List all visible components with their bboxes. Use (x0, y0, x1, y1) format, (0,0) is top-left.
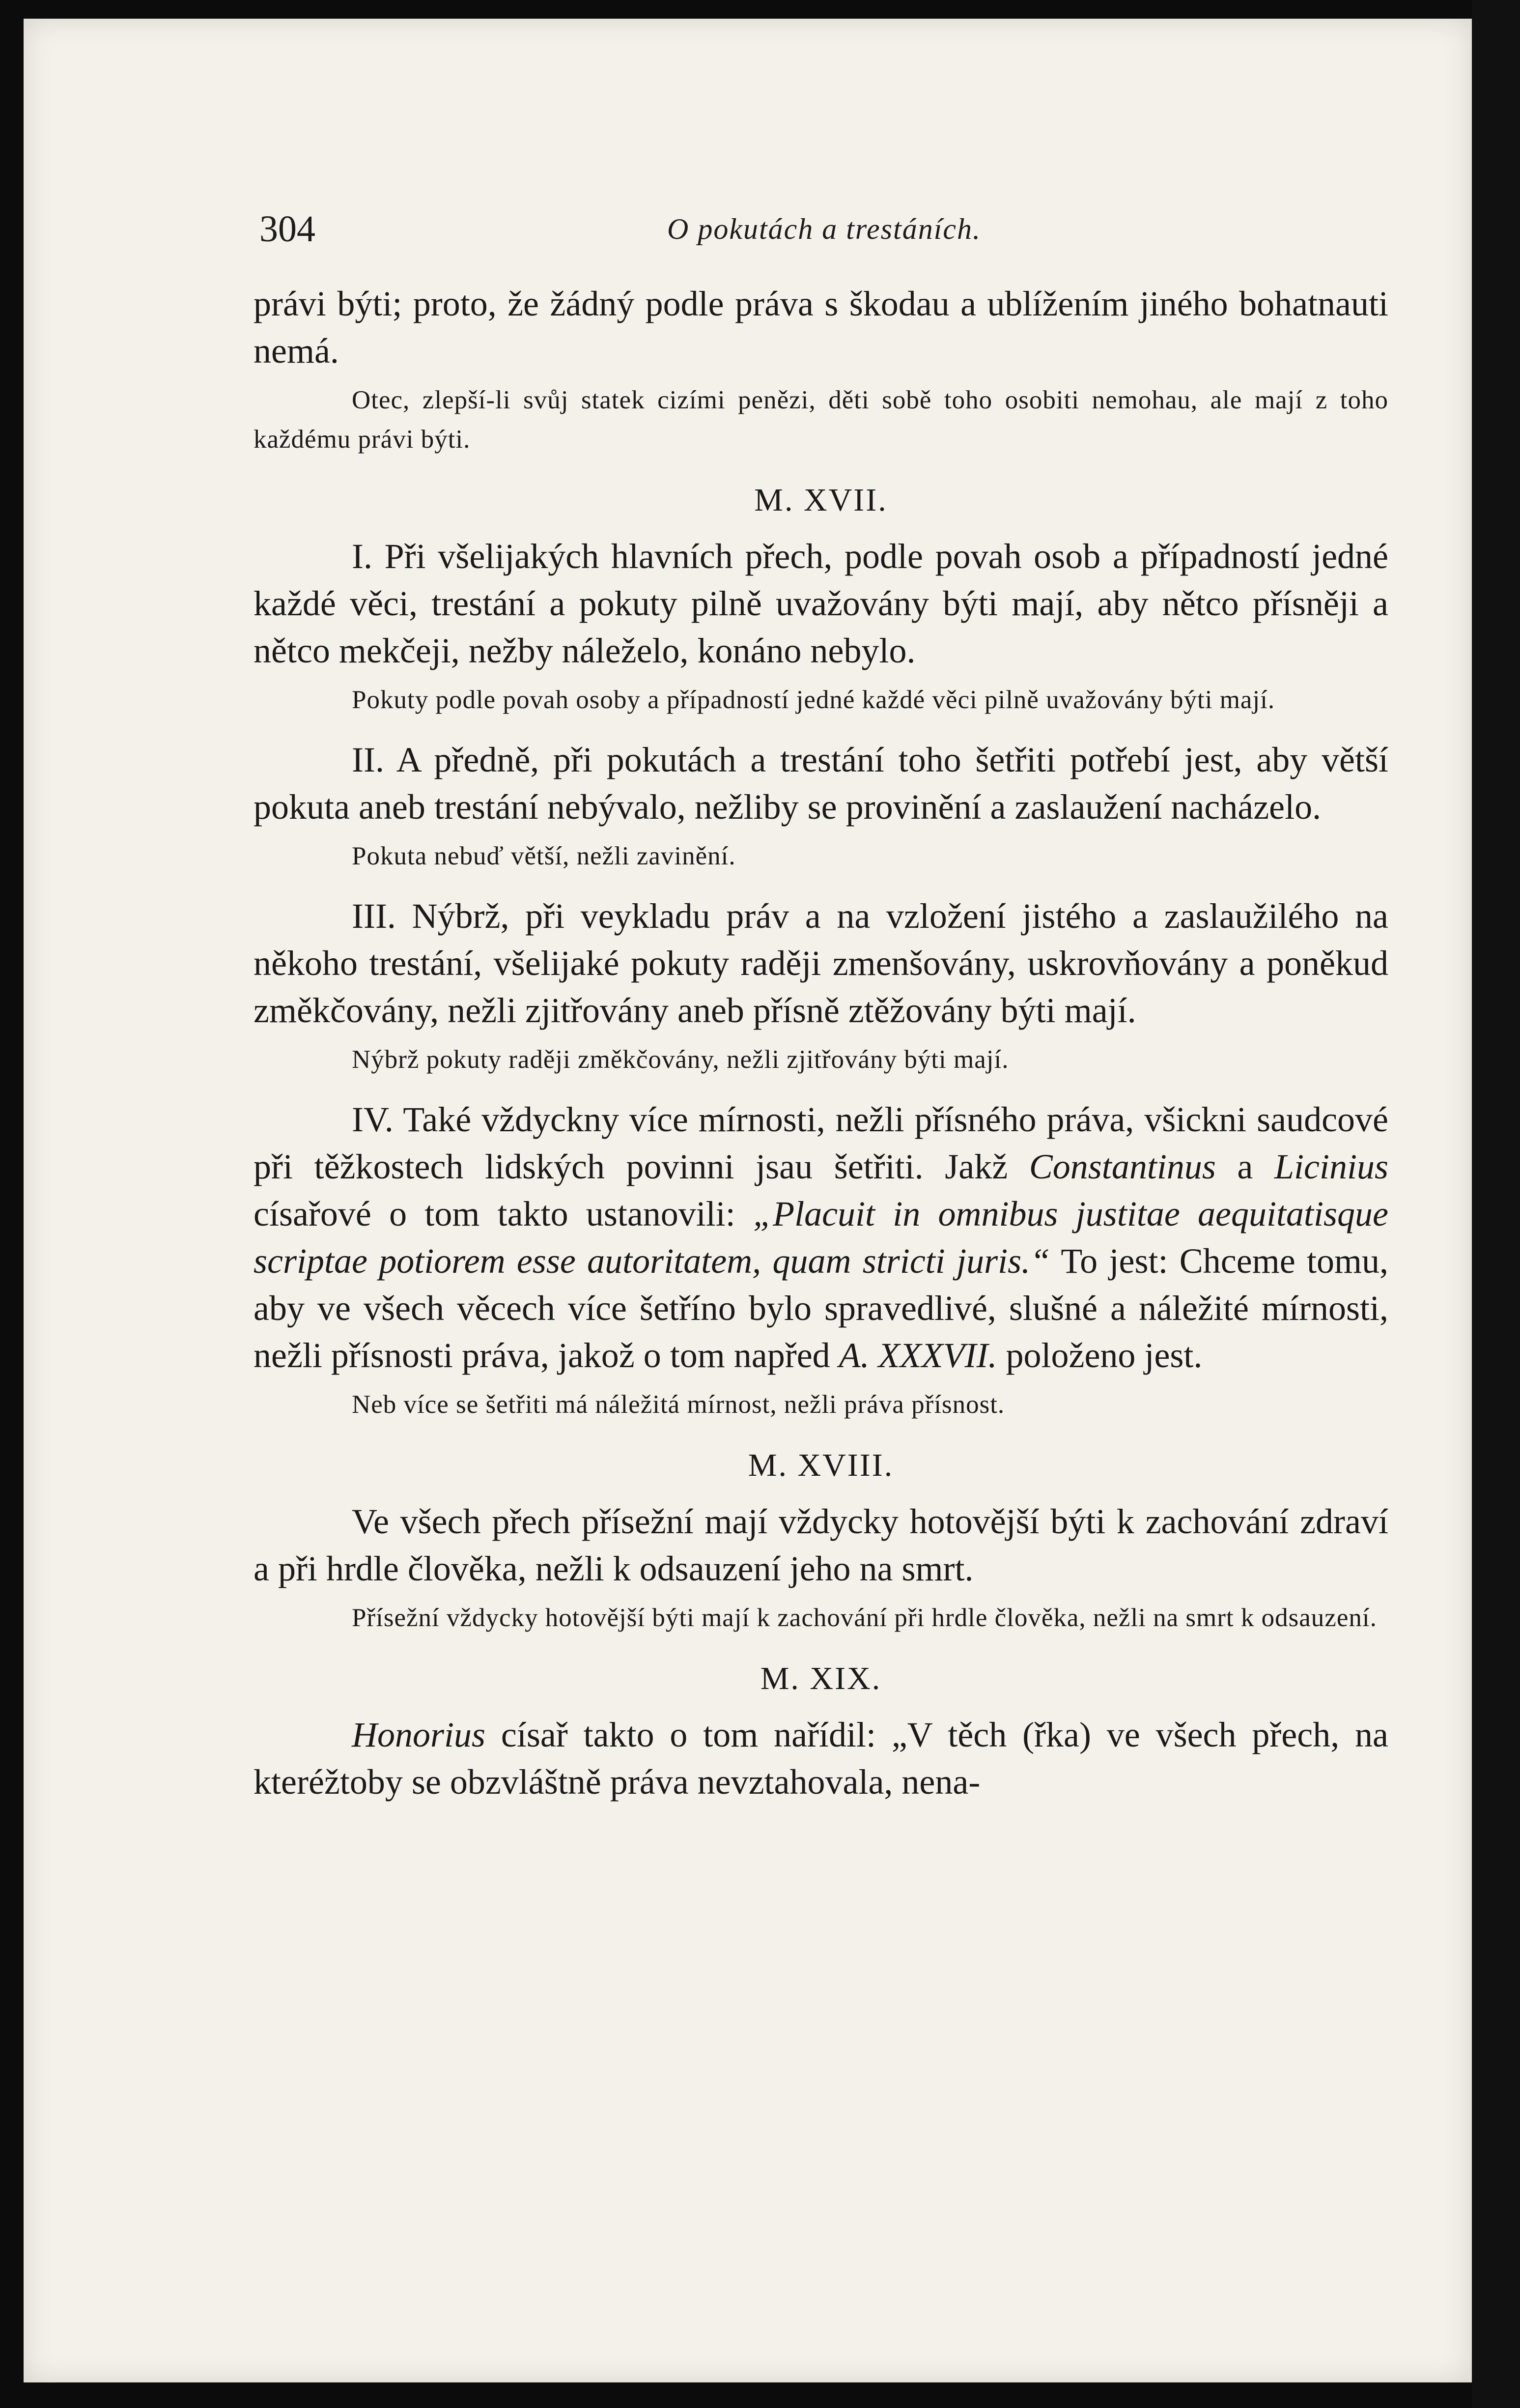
cross-reference: A. XXXVII. (839, 1336, 997, 1375)
paragraph-xix (253, 1711, 1388, 1806)
name-licinius: Licinius (1274, 1147, 1388, 1186)
paragraph-continuation: právi býti; proto, že žádný podle práva s škodau a ublížením jiného bohatnauti nemá. (253, 284, 1388, 371)
marginal-summary-4: Nýbrž pokuty raději změkčovány, nežli zjitřovány býti mají. (352, 1045, 1009, 1074)
name-honorius: Honorius (352, 1715, 486, 1754)
marginal-summary-3: Pokuta nebuď větší, nežli zavinění. (352, 842, 736, 870)
running-title: O pokutách a trestáních. (667, 213, 982, 245)
section-heading-xvii: M. XVII. (754, 482, 888, 518)
section-heading-xviii: M. XVIII. (748, 1447, 894, 1483)
text-segment: a (1215, 1147, 1274, 1186)
paragraph-article-i: I. Při všelijakých hlavních přech, podle povah osob a případností jedné každé věci, trestání a pokuty pilně uvažovány býti mají, aby nětco přísněji a nětco mekčeji, nežby náleželo, konáno nebylo. (253, 537, 1388, 670)
text-segment: císař takto o tom nařídil: „V těch (řka) ve všech přech, na kteréžtoby se obzvláštně práva nevztahovala, nena- (253, 1715, 1388, 1802)
page-number: 304 (259, 208, 315, 250)
marginal-summary-1: Otec, zlepší-li svůj statek cizími penězi, děti sobě toho osobiti nemohau, ale mají z toho každému právi býti. (253, 386, 1388, 454)
name-constantinus: Constantinus (1029, 1147, 1216, 1186)
latin-quote: „Placuit in omnibus justitae aequitatisque scriptae potiorem esse autoritatem, quam stricti juris.“ (253, 1194, 1388, 1281)
page-header (259, 204, 1291, 263)
scan-edge (1472, 0, 1520, 2408)
paragraph-article-iv (253, 1096, 1388, 1379)
text-segment: IV. Také vždyckny více mírnosti, nežli přísného práva, všickni saudcové při těžkostech lidských povinni jsau šetřiti. Jakž (253, 1100, 1388, 1186)
marginal-summary-6: Přísežní vždycky hotovější býti mají k zachování při hrdle člověka, nežli na smrt k odsauzení. (352, 1604, 1377, 1632)
page-content (253, 280, 1388, 1811)
paragraph-article-ii: II. A předně, při pokutách a trestání toho šetřiti potřebí jest, aby větší pokuta aneb trestání nebývalo, nežliby se provinění a zaslaužení nacházelo. (253, 740, 1388, 827)
section-heading-xix: M. XIX. (760, 1661, 882, 1696)
paragraph-xviii: Ve všech přech přísežní mají vždycky hotovější býti k zachování zdraví a při hrdle člověka, nežli k odsauzení jeho na smrt. (253, 1502, 1388, 1588)
marginal-summary-5: Neb více se šetřiti má náležitá mírnost, nežli práva přísnost. (352, 1390, 1005, 1419)
paragraph-article-iii: III. Nýbrž, při veykladu práv a na vzložení jistého a zaslaužilého na někoho trestání, všelijaké pokuty raději zmenšovány, uskrovňovány a poněkud změkčovány, nežli zjitřovány aneb přísně ztěžovány býti mají. (253, 896, 1388, 1030)
text-segment: položeno jest. (997, 1336, 1203, 1375)
text-segment: císařové o tom takto ustanovili: (253, 1194, 754, 1233)
marginal-summary-2: Pokuty podle povah osoby a případností jedné každé věci pilně uvažovány býti mají. (352, 686, 1275, 714)
text-segment: To jest: Chceme tomu, aby ve všech věcech více šetříno bylo spravedlivé, slušné a náležité mírnosti, nežli přísnosti práva, jakož o tom napřed (253, 1241, 1389, 1375)
